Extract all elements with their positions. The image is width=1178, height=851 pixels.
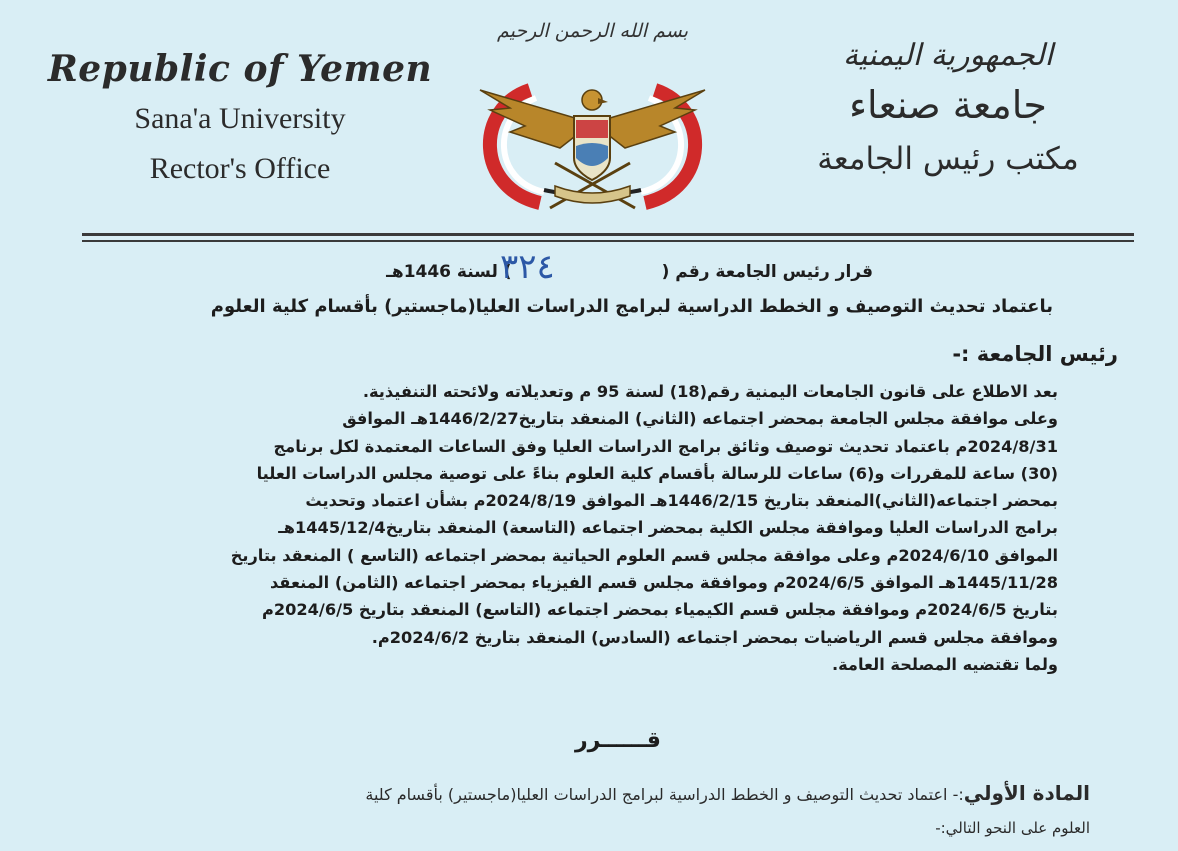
body-line: 2024/8/31م باعتماد تحديث توصيف وثائق برامج الدراسات العليا وفق الساعات المعتمدة لكل برنامج xyxy=(273,436,1058,456)
body-line: وعلى موافقة مجلس الجامعة بمحضر اجتماعه (الثاني) المنعقد بتاريخ1446/2/27هـ الموافق xyxy=(342,409,1058,429)
body-line: 1445/11/28هـ الموافق 2024/6/5م وموافقة مجلس قسم الفيزياء بمحضر اجتماعه (الثامن) المنعقد xyxy=(269,573,1058,593)
body-line: بتاريخ 2024/6/5م وموافقة مجلس قسم الكيمياء بمحضر اجتماعه (التاسع) المنعقد بتاريخ 2024/6/5م xyxy=(261,600,1058,620)
emblem-eagle-beak xyxy=(598,98,608,104)
decision-title-prefix: قرار رئيس الجامعة رقم ( xyxy=(661,262,873,282)
article-one-text: :- اعتماد تحديث التوصيف و الخطط الدراسية لبرامج الدراسات العليا(ماجستير) بأقسام كلية xyxy=(365,785,964,804)
body-line: (30) ساعة للمقررات و(6) ساعات للرسالة بأقسام كلية العلوم بناءً على توصية مجلس الدراسات العليا xyxy=(256,463,1058,483)
university-name-en: Sana'a University xyxy=(134,102,346,135)
university-name-ar: جامعة صنعاء xyxy=(849,83,1047,127)
basmala-calligraphy: بسم الله الرحمن الرحيم xyxy=(497,20,688,42)
decision-body xyxy=(198,378,1058,678)
article-one-label: المادة الأولي xyxy=(963,781,1090,805)
rector-heading: رئيس الجامعة :- xyxy=(952,342,1118,366)
header-divider-thin xyxy=(82,240,1134,242)
body-line: برامج الدراسات العليا وموافقة مجلس الكلية بمحضر اجتماعه (التاسعة) المنعقد بتاريخ1445/12/4هـ xyxy=(278,518,1058,538)
arabic-letterhead xyxy=(788,38,1108,177)
body-line: وموافقة مجلس قسم الرياضيات بمحضر اجتماعه (السادس) المنعقد بتاريخ 2024/6/2م. xyxy=(371,627,1058,647)
body-line: ولما تقتضيه المصلحة العامة. xyxy=(831,654,1058,674)
office-name-en: Rector's Office xyxy=(149,152,331,185)
body-line: بعد الاطلاع على قانون الجامعات اليمنية رقم(18) لسنة 95 م وتعديلاته ولائحته التنفيذية. xyxy=(362,382,1058,401)
republic-title-ar: الجمهورية اليمنية xyxy=(842,38,1054,73)
handwritten-decision-number: ٣٢٤ xyxy=(500,247,555,287)
header-divider-thick xyxy=(82,233,1134,236)
emblem-shield-red-band xyxy=(576,120,608,138)
decision-title-suffix: ) لسنة 1446هـ xyxy=(386,262,512,282)
yemen-eagle-emblem-icon xyxy=(470,68,715,223)
article-one xyxy=(110,781,1090,837)
resolution-heading: قــــــرر xyxy=(575,728,661,753)
article-one-continuation: العلوم على النحو التالي:- xyxy=(935,819,1090,837)
office-name-ar: مكتب رئيس الجامعة xyxy=(817,141,1079,177)
decision-title xyxy=(386,262,873,282)
republic-title-en: Republic of Yemen xyxy=(47,48,433,90)
decision-subject: باعتماد تحديث التوصيف و الخطط الدراسية لبرامج الدراسات العليا(ماجستير) بأقسام كلية العلوم xyxy=(210,296,1053,317)
body-line: بمحضر اجتماعه(الثاني)المنعقد بتاريخ 1446/2/15هـ الموافق 2024/8/19م بشأن اعتماد وتحديث xyxy=(305,491,1058,511)
body-line: الموافق 2024/6/10م وعلى موافقة مجلس قسم العلوم الحياتية بمحضر اجتماعه (التاسع ) المنعقد بتاريخ xyxy=(230,545,1058,565)
english-letterhead xyxy=(30,48,450,186)
